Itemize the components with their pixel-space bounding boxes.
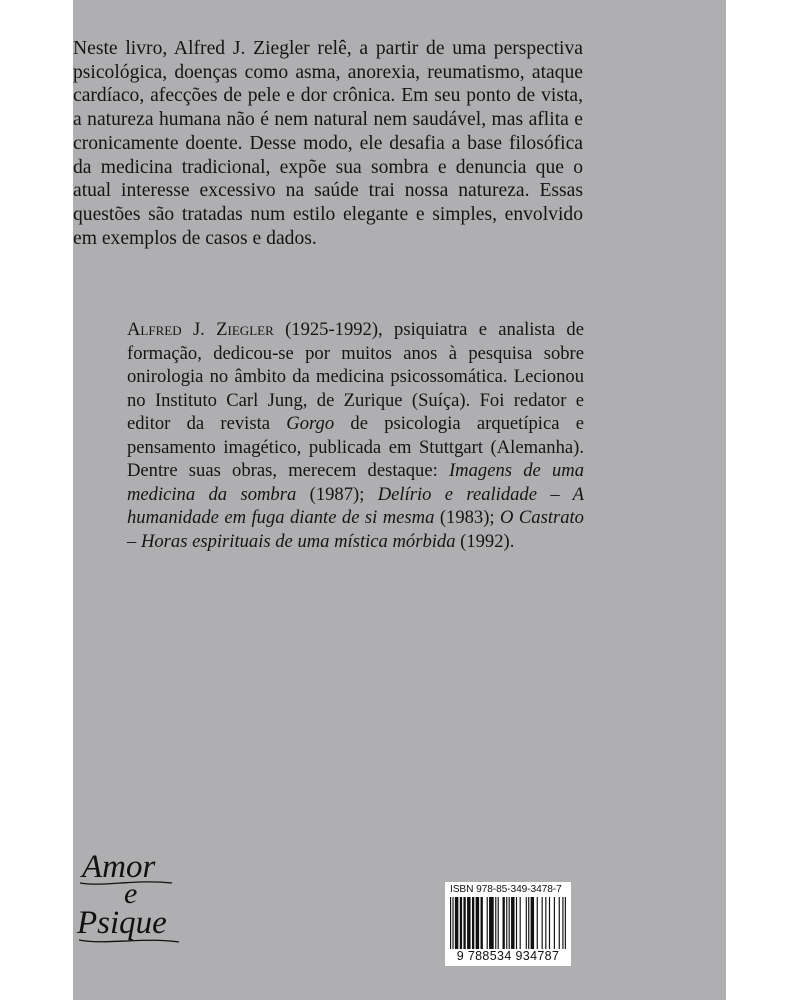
barcode-bars-icon bbox=[450, 897, 566, 953]
barcode-bar bbox=[476, 897, 479, 953]
barcode-bar bbox=[537, 897, 538, 953]
barcode-digits: 9 788534 934787 bbox=[445, 949, 571, 964]
work-year-3: (1992). bbox=[455, 530, 515, 552]
barcode-bar bbox=[495, 897, 496, 953]
work-title-1: Imagens de uma medicina da sombra bbox=[127, 460, 584, 505]
bio-text-mid: de psicologia arquetípica e pensamento imagético, publicada em Stuttgart (Alemanha). Dentre suas obras, merecem destaque: bbox=[127, 413, 584, 481]
barcode-bar bbox=[463, 897, 465, 953]
logo-word-psique: Psique bbox=[77, 905, 167, 941]
work-year-2: (1983); bbox=[434, 507, 501, 528]
logo-word-amor: Amor bbox=[82, 849, 156, 885]
logo-word-e: e bbox=[124, 877, 138, 910]
barcode-bar bbox=[498, 897, 499, 953]
barcode-bar bbox=[528, 897, 529, 953]
book-blurb: Neste livro, Alfred J. Ziegler relê, a partir de uma perspectiva psicológica, doenças como asma, anorexia, reumatismo, ataque cardíaco, afecções de pele e dor crônica. Em seu ponto de vista, a natureza humana não é nem natural nem saudável, mas aflita e cronicamente doente. Desse modo, ele desafia a base filosófica da medicina tradicional, expõe sua sombra e denuncia que o atual interesse excessivo na saúde trai nossa natureza. Essas questões são tratadas num estilo elegante e simples, envolvido em exemplos de casos e dados. bbox=[73, 38, 583, 249]
barcode-bar bbox=[472, 897, 474, 953]
barcode-bar bbox=[450, 897, 451, 953]
author-bio bbox=[127, 318, 584, 553]
work-year-1: (1987); bbox=[296, 483, 378, 505]
barcode-bar bbox=[531, 897, 534, 953]
barcode-bar bbox=[452, 897, 453, 953]
author-name: Alfred J. Ziegler bbox=[127, 319, 274, 340]
barcode-bar bbox=[554, 897, 555, 953]
barcode-bar bbox=[511, 897, 514, 953]
barcode-bar bbox=[516, 897, 517, 953]
barcode-bar bbox=[565, 897, 566, 953]
isbn-barcode bbox=[445, 882, 571, 966]
barcode-bar bbox=[506, 897, 507, 953]
amor-e-psique-logo-icon bbox=[74, 843, 189, 953]
work-title-2: Delírio e realidade – A humanidade em fuga diante de si mesma bbox=[127, 483, 584, 528]
barcode-bar bbox=[526, 897, 527, 953]
barcode-bar bbox=[509, 897, 510, 953]
barcode-bar bbox=[545, 897, 546, 953]
barcode-bar bbox=[487, 897, 488, 953]
barcode-bar bbox=[520, 897, 521, 953]
barcode-bar bbox=[460, 897, 462, 953]
barcode-bar bbox=[455, 897, 458, 953]
journal-title: Gorgo bbox=[286, 413, 335, 434]
barcode-bar bbox=[503, 897, 505, 953]
isbn-label: ISBN 978-85-349-3478-7 bbox=[450, 884, 562, 895]
barcode-bar bbox=[562, 897, 563, 953]
publisher-logo bbox=[74, 843, 189, 953]
barcode-bar bbox=[549, 897, 550, 953]
barcode-bar bbox=[467, 897, 470, 953]
bio-text-intro: (1925-1992), psiquiatra e analista de formação, dedicou-se por muitos anos à pesquisa sobre onirologia no âmbito da medicina psicossomática. Lecionou no Instituto Carl Jung, de Zurique (Suíça). Foi redator e editor da revista bbox=[127, 319, 584, 434]
work-title-3: O Castrato – Horas espirituais de uma mística mórbida bbox=[127, 507, 584, 552]
barcode-bar bbox=[542, 897, 543, 953]
barcode-bar bbox=[481, 897, 483, 953]
barcode-bar bbox=[559, 897, 560, 953]
barcode-bar bbox=[489, 897, 494, 953]
